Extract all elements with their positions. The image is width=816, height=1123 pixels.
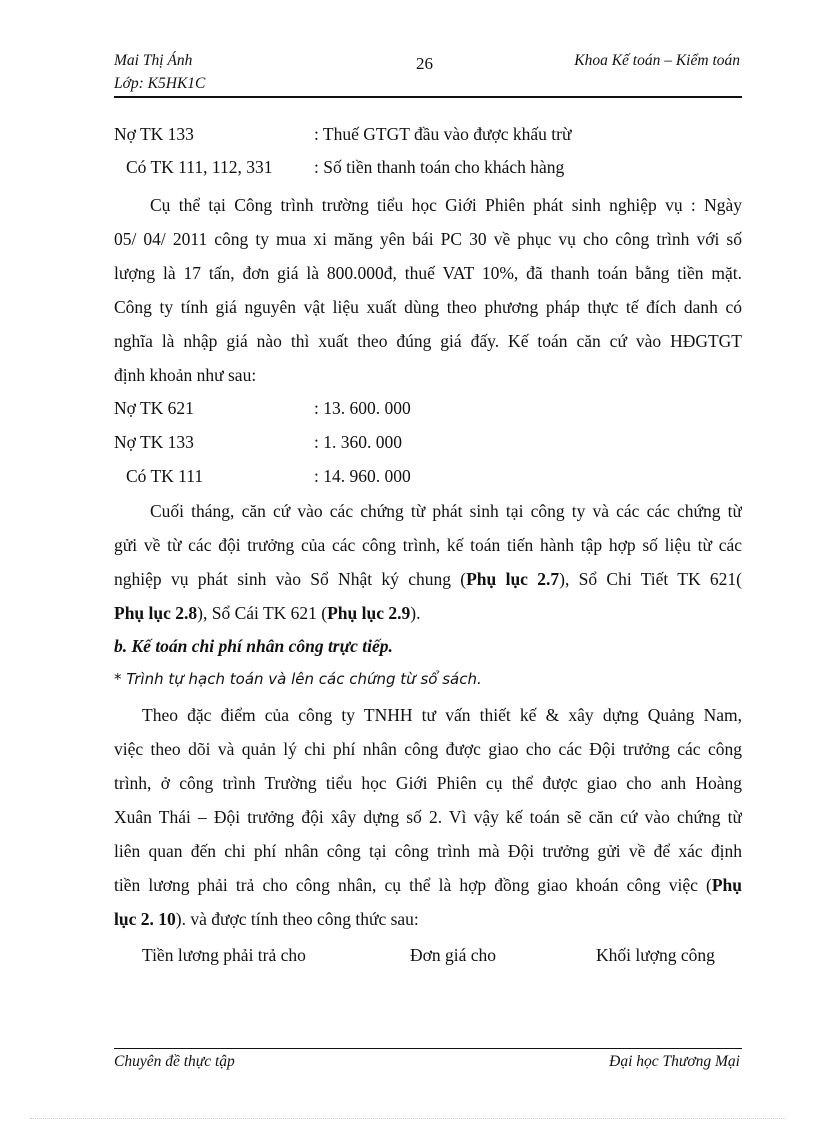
entry-account: Nợ TK 621 <box>114 398 194 418</box>
paragraph-line: Cuối tháng, căn cứ vào các chứng từ phát sinh tại công ty và các các chứng từ <box>150 501 742 521</box>
formula-term-volume: Khối lượng công <box>596 945 715 965</box>
paragraph-line: trình, ở công trình Trường tiểu học Giới Phiên cụ thể được giao cho anh Hoàng <box>114 773 742 793</box>
subheading: * Trình tự hạch toán và lên các chứng từ sổ sách. <box>114 670 482 688</box>
paragraph-line: Cụ thể tại Công trình trường tiểu học Giới Phiên phát sinh nghiệp vụ : Ngày <box>150 195 742 215</box>
appendix-ref: Phụ lục 2.8 <box>114 603 198 623</box>
paragraph-line: việc theo dõi và quản lý chi phí nhân công được giao cho các Đội trưởng các công <box>114 739 742 759</box>
formula-term-salary: Tiền lương phải trả cho <box>142 945 306 965</box>
section-heading: b. Kế toán chi phí nhân công trực tiếp. <box>114 636 393 656</box>
paragraph-line: nghiệp vụ phát sinh vào Sổ Nhật ký chung (Phụ lục 2.7), Sổ Chi Tiết TK 621( <box>114 569 742 589</box>
paragraph-line: định khoản như sau: <box>114 365 257 385</box>
entry-desc: : Thuế GTGT đầu vào được khấu trừ <box>314 124 572 144</box>
footer-rule <box>114 1048 742 1049</box>
entry-desc: : Số tiền thanh toán cho khách hàng <box>314 157 565 177</box>
header-author: Mai Thị Ánh <box>114 52 193 69</box>
entry-account: Có TK 111, 112, 331 <box>126 157 273 177</box>
formula-term-unit-price: Đơn giá cho <box>410 945 497 965</box>
paragraph-line: liên quan đến chi phí nhân công tại công trình mà Đội trưởng gửi về để xác định <box>114 841 742 861</box>
page-edge-divider <box>30 1118 786 1119</box>
paragraph-line: Phụ lục 2.8), Sổ Cái TK 621 (Phụ lục 2.9). <box>114 603 421 623</box>
entry-amount: : 1. 360. 000 <box>314 432 402 452</box>
paragraph-1 <box>114 188 742 392</box>
appendix-ref: Phụ lục 2.9 <box>327 603 411 623</box>
header-class: Lớp: K5HK1C <box>114 75 206 92</box>
footer-left: Chuyên đề thực tập <box>114 1053 235 1070</box>
paragraph-line: nghĩa là nhập giá nào thì xuất theo đúng giá đấy. Kế toán căn cứ vào HĐGTGT <box>114 331 742 351</box>
page-number: 26 <box>416 54 433 73</box>
entry-account: Nợ TK 133 <box>114 124 194 144</box>
header-rule <box>114 96 742 98</box>
entry-account: Có TK 111 <box>126 466 204 486</box>
paragraph-3 <box>114 698 742 936</box>
entry-amount: : 13. 600. 000 <box>314 398 411 418</box>
footer-right: Đại học Thương Mại <box>609 1053 740 1070</box>
appendix-ref: Phụ <box>711 875 742 895</box>
entry-amount: : 14. 960. 000 <box>314 466 411 486</box>
appendix-ref: lục 2. 10 <box>114 909 176 929</box>
paragraph-line: gửi về từ các đội trưởng của các công trình, kế toán tiến hành tập hợp số liệu từ các <box>114 535 742 555</box>
entry-account: Nợ TK 133 <box>114 432 194 452</box>
paragraph-2 <box>114 494 742 630</box>
paragraph-line: lượng là 17 tấn, đơn giá là 800.000đ, thuế VAT 10%, đã thanh toán bằng tiền mặt. <box>114 263 742 283</box>
appendix-ref: Phụ lục 2.7 <box>466 569 560 589</box>
paragraph-line: Công ty tính giá nguyên vật liệu xuất dùng theo phương pháp thực tế đích danh có <box>114 297 742 317</box>
paragraph-line: Xuân Thái – Đội trưởng đội xây dựng số 2. Vì vậy kế toán sẽ căn cứ vào chứng từ <box>114 807 742 827</box>
header-faculty: Khoa Kế toán – Kiểm toán <box>574 52 740 69</box>
paragraph-line: 05/ 04/ 2011 công ty mua xi măng yên bái PC 30 về phục vụ cho công trình với số <box>114 229 742 249</box>
paragraph-line: Theo đặc điểm của công ty TNHH tư vấn thiết kế & xây dựng Quảng Nam, <box>142 705 742 725</box>
paragraph-line: tiền lương phải trả cho công nhân, cụ thể là hợp đồng giao khoán công việc (Phụ <box>114 875 742 895</box>
paragraph-line: lục 2. 10). và được tính theo công thức sau: <box>114 909 419 929</box>
